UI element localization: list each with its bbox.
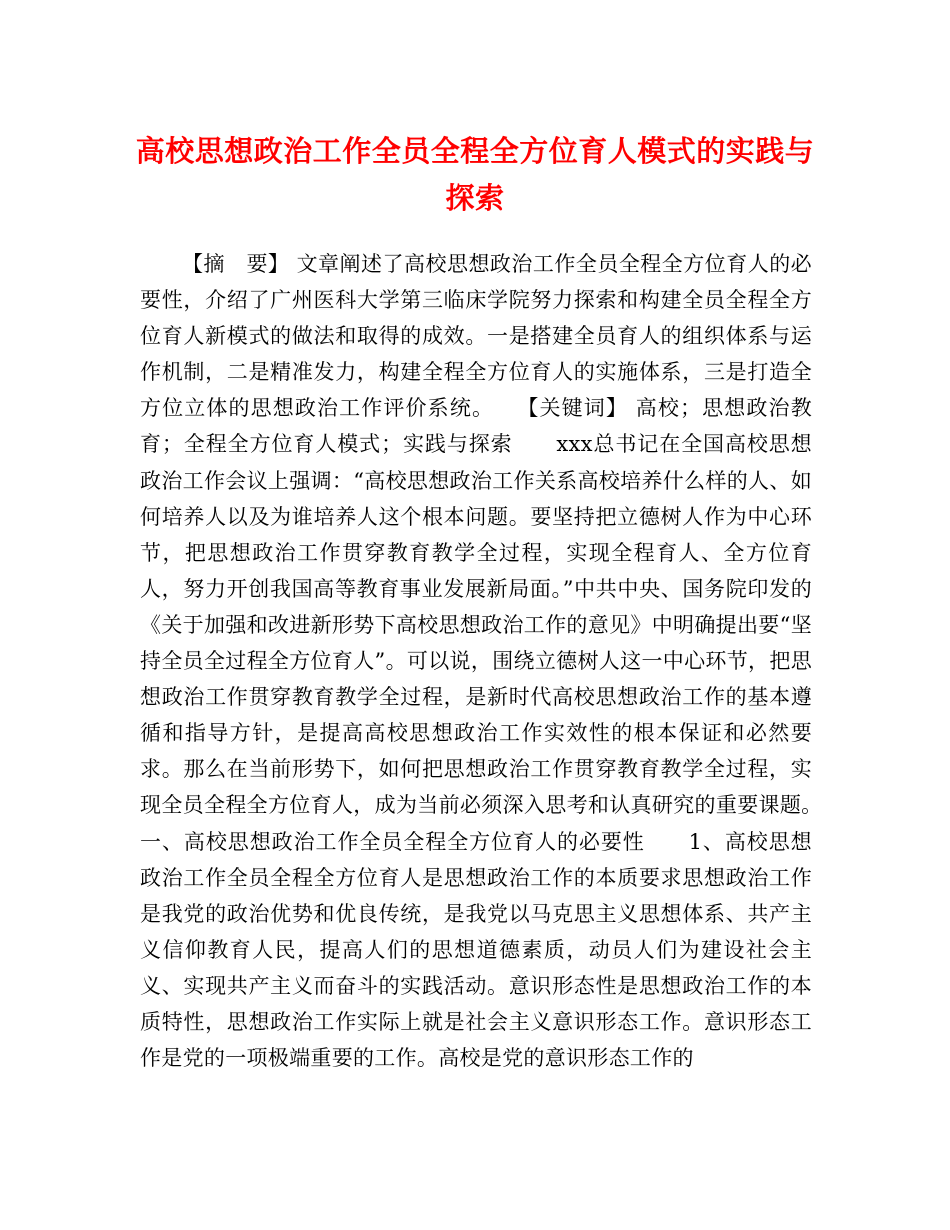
document-body-text: 【摘 要】 文章阐述了高校思想政治工作全员全程全方位育人的必要性，介绍了广州医科大学第三临床学院努力探索和构建全员全程全方位育人新模式的做法和取得的成效。一是搭建全员育人的组织体系与运作机制，二是精准发力，构建全程全方位育人的实施体系，三是打造全方位立体的思想政治工作评价系统。 【关键词】 高校；思想政治教育；全程全方位育人模式；实践与探索 xxx总书记在全国高校思想政治工作会议上强调：“高校思想政治工作关系高校培养什么样的人、如何培养人以及为谁培养人这个根本问题。要坚持把立德树人作为中心环节，把思想政治工作贯穿教育教学全过程，实现全程育人、全方位育人，努力开创我国高等教育事业发展新局面。”中共中央、国务院印发的《关于加强和改进新形势下高校思想政治工作的意见》中明确提出要“坚持全员全过程全方位育人”。可以说，围绕立德树人这一中心环节，把思想政治工作贯穿教育教学全过程，是新时代高校思想政治工作的基本遵循和指导方针，是提高高校思想政治工作实效性的根本保证和必然要求。那么在当前形势下，如何把思想政治工作贯穿教育教学全过程，实现全员全程全方位育人，成为当前必须深入思考和认真研究的重要课题。 一、高校思想政治工作全员全程全方位育人的必要性 1、高校思想政治工作全员全程全方位育人是思想政治工作的本质要求思想政治工作是我党的政治优势和优良传统，是我党以马克思主义思想体系、共产主义信仰教育人民，提高人们的思想道德素质，动员人们为建设社会主义、实现共产主义而奋斗的实践活动。意识形态性是思想政治工作的本质特性，思想政治工作实际上就是社会主义意识形态工作。意识形态工作是党的一项极端重要的工作。高校是党的意识形态工作的 xyxy=(140,252,855,1071)
document-title: 高校思想政治工作全员全程全方位育人模式的实践与探索 xyxy=(135,134,815,215)
